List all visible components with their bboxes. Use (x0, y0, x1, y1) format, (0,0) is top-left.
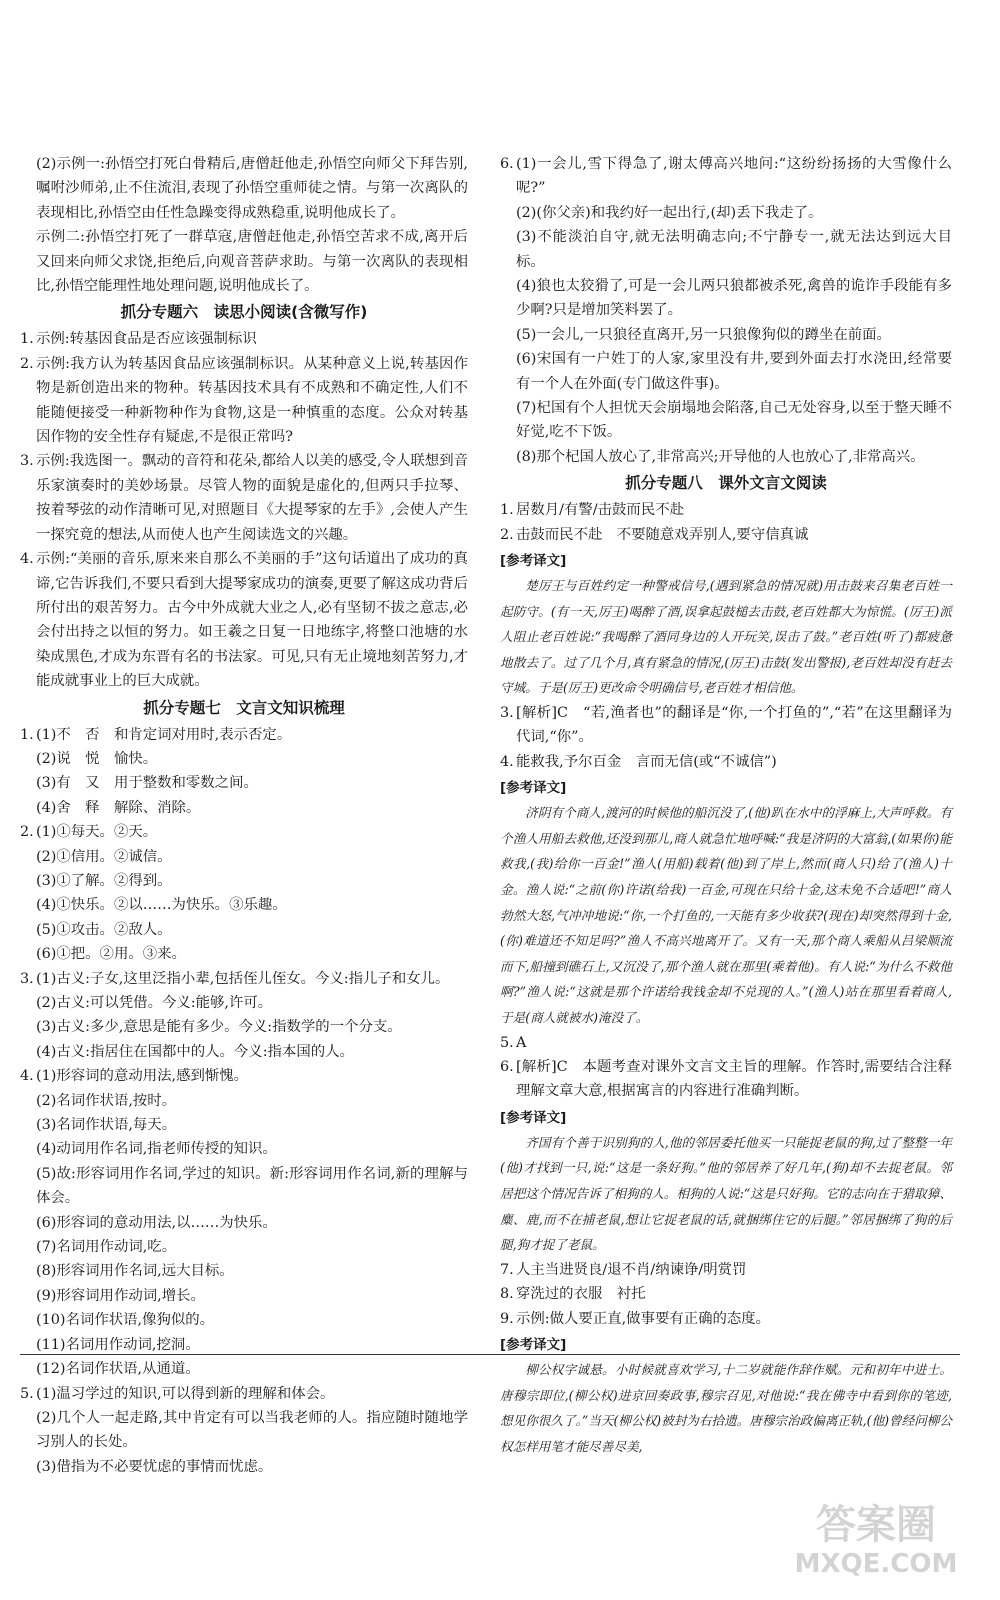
section-6-list (20, 327, 468, 693)
section-heading-6: 抓分专题六 读思小阅读(含微写作) (120, 303, 368, 322)
item-text: (1)形容词的意动用法,感到惭愧。 (36, 1068, 249, 1085)
item-text: (4)古义:指居住在国都中的人。今义:指本国的人。 (36, 1043, 354, 1060)
item-text: (6)①把。②用。③来。 (36, 946, 186, 963)
answer-item (20, 352, 468, 450)
item-number: 8. (500, 1286, 514, 1303)
item-number: 4. (20, 551, 34, 568)
answer-item (20, 1015, 468, 1039)
answer-item (500, 1307, 952, 1331)
answer-item (20, 1308, 468, 1332)
answer-item (20, 723, 468, 747)
item-number: 6. (500, 1059, 514, 1076)
item-text: 穿洗过的衣服 衬托 (516, 1286, 646, 1303)
item-text: 人主当进贤良/退不肖/纳谏诤/明赏罚 (516, 1261, 747, 1278)
answer-item (20, 1382, 468, 1406)
answer-item (500, 152, 952, 201)
reference-translation-4: 柳公权字诚悬。小时候就喜欢学习,十二岁就能作辞作赋。元和初年中进士。唐穆宗即位,(柳公权)进京回奏政事,穆宗召见,对他说:“我在佛寺中看到你的笔迹,想见你很久了。”当天(柳公权)被封为右拾遗。唐穆宗治政偏离正轨,(他)曾经问柳公权怎样用笔才能尽善尽美, (500, 1362, 952, 1454)
item-number: 1. (20, 331, 34, 348)
item-number: 2. (500, 526, 514, 543)
item-text: [解析]C 本题考查对课外文言文主旨的理解。作答时,需要结合注释理解文章大意,根据寓言的内容进行准确判断。 (516, 1059, 952, 1100)
item-text: (5)①攻击。②敌人。 (36, 921, 172, 938)
item-number: 4. (20, 1068, 34, 1085)
answer-item (20, 1113, 468, 1137)
answer-item (20, 1162, 468, 1211)
item-text: (1)古义:子女,这里泛指小辈,包括侄儿侄女。今义:指儿子和女儿。 (36, 970, 450, 987)
item-number: 1. (500, 502, 514, 519)
item-number: 6. (500, 156, 514, 172)
answer-item (20, 796, 468, 820)
reference-translation-3: 齐国有个善于识别狗的人,他的邻居委托他买一只能捉老鼠的狗,过了整整一年(他)才找到一只,说:“这是一条好狗。”他的邻居养了好几年,(狗)却不去捉老鼠。邻居把这个情况告诉了相狗的人。相狗的人说:“这是只好狗。它的志向在于猎取獐、麋、鹿,而不在捕老鼠,想让它捉老鼠的话,就捆绑住它的后腿。”邻居捆绑了狗的后腿,狗才捉了老鼠。 (500, 1134, 952, 1253)
item-number: 4. (500, 753, 514, 770)
section-7-continued-list (500, 152, 952, 469)
answer-item (20, 771, 468, 795)
item-text: 示例:做人要正直,做事要有正确的态度。 (516, 1310, 771, 1327)
item-number: 5. (20, 1385, 34, 1402)
item-text: (9)形容词用作动词,增长。 (36, 1287, 205, 1304)
item-text: (3)古义:多少,意思是能有多少。今义:指数学的一个分支。 (36, 1019, 402, 1036)
item-text: (2)(你父亲)和我约好一起出行,(却)丢下我走了。 (516, 204, 823, 221)
item-text: (8)那个杞国人放心了,非常高兴;开导他的人也放心了,非常高兴。 (516, 448, 925, 465)
answer-item (20, 1040, 468, 1064)
item-text: (2)说 悦 愉快。 (36, 750, 158, 767)
answer-item (500, 750, 952, 774)
item-text: 居数月/有警/击鼓而民不赴 (516, 502, 684, 519)
answer-item (500, 347, 952, 396)
item-number: 7. (500, 1261, 514, 1278)
left-column (20, 152, 468, 1479)
answer-item (20, 1455, 468, 1479)
item-text: (8)形容词用作名词,远大目标。 (36, 1263, 234, 1280)
answer-item (500, 1055, 952, 1104)
section-8-list-d (500, 1258, 952, 1331)
item-text: [解析]C “若,渔者也”的翻译是“你,一个打鱼的”,“若”在这里翻译为代词,“你”。 (516, 705, 952, 746)
item-number: 3. (20, 453, 34, 470)
item-text: (2)古义:可以凭借。今义:能够,许可。 (36, 995, 273, 1011)
item-text: 击鼓而民不赴 不要随意戏弄别人,要守信真诚 (516, 526, 809, 543)
answer-item (500, 323, 952, 347)
item-text: (1)一会儿,雪下得急了,谢太傅高兴地问:“这纷纷扬扬的大雪像什么呢?” (516, 156, 952, 197)
item-text: (11)名词用作动词,挖洞。 (36, 1336, 200, 1353)
answer-item (20, 1137, 468, 1161)
answer-item (20, 747, 468, 771)
item-text: (1)温习学过的知识,可以得到新的理解和体会。 (36, 1385, 335, 1402)
item-text: A (516, 1034, 527, 1051)
item-number: 5. (500, 1034, 514, 1051)
watermark-logo (776, 1492, 976, 1580)
item-text: (3)①了解。②得到。 (36, 872, 172, 889)
item-text: (2)名词作状语,按时。 (36, 1092, 177, 1109)
item-text: (6)宋国有一户姓丁的人家,家里没有井,要到外面去打水浇田,经常要有一个人在外面(专门做这件事)。 (516, 351, 952, 392)
answer-item (20, 820, 468, 844)
item-text: (12)名词作状语,从通道。 (36, 1361, 200, 1378)
answer-item (500, 1258, 952, 1282)
answer-item (500, 396, 952, 445)
watermark-top-text: 答案圈 (816, 1502, 936, 1548)
reference-translation-2: 济阴有个商人,渡河的时候他的船沉没了,(他)趴在水中的浮麻上,大声呼救。有个渔人用船去救他,还没到那儿,商人就急忙地呼喊:“我是济阴的大富翁,(如果你)能救我,(我)给你一百金!”渔人(用船)载着(他)到了岸上,然而(商人只)给了(渔人)十金。渔人说:“之前(你)许诺(给我)一百金,可现在只给十金,这未免不合适吧!”商人勃然大怒,气冲冲地说:“你,一个打鱼的,一天能有多少收获?(现在)却突然得到十金,(你)难道还不知足吗?”渔人不高兴地离开了。又有一天,那个商人乘船从吕梁顺流而下,船撞到礁石上,又沉没了,那个渔人就在那里(乘着他)。有人说:“为什么不救他啊?”渔人说:“这就是那个许诺给我钱金却不兑现的人。”(渔人)站在那里看着商人,于是(商人就被水)淹没了。 (500, 805, 952, 1026)
item-text: (1)①每天。②天。 (36, 824, 158, 841)
answer-item (20, 449, 468, 547)
item-text: (5)一会儿,一只狼径直离开,另一只狼像狗似的蹲坐在前面。 (516, 326, 891, 343)
item-number: 2. (20, 824, 34, 841)
answer-item (20, 942, 468, 966)
item-text: (6)形容词的意动用法,以……为快乐。 (36, 1214, 277, 1231)
item-text: (3)不能淡泊自守,就无法明确志向;不宁静专一,就无法达到远大目标。 (516, 229, 952, 270)
answer-item (20, 547, 468, 693)
item-text: (1)不 否 和肯定词对用时,表示否定。 (36, 726, 292, 743)
answer-item (500, 523, 952, 547)
item-text: 能救我,予尔百金 言而无信(或“不诚信”) (516, 753, 777, 770)
item-number: 3. (20, 970, 34, 987)
item-text: 示例:我选图一。飘动的音符和花朵,都给人以美的感受,令人联想到音乐家演奏时的美妙场景。尽管人物的面貌是虚化的,但两只手拉琴、按着琴弦的动作清晰可见,对照题目《大提琴家的左手》,会使人产生一探究竟的想法,从而使人也产生阅读选文的兴趣。 (36, 453, 468, 543)
item-text: (2)①信用。②诚信。 (36, 848, 172, 865)
item-text: 示例:转基因食品是否应该强制标识 (36, 331, 257, 348)
answer-paragraph: (2)示例一:孙悟空打死白骨精后,唐僧赶他走,孙悟空向师父下拜告别,嘱咐沙师弟,止不住流泪,表现了孙悟空重师徒之情。与第一次离队的表现相比,孙悟空由任性急躁变得成熟稳重,说明他成长了。 (36, 156, 468, 221)
item-text: (4)动词用作名词,指老师传授的知识。 (36, 1141, 277, 1158)
section-8-list-a (500, 498, 952, 547)
item-text: (10)名词作状语,像狗似的。 (36, 1312, 215, 1329)
answer-block-continued (20, 152, 468, 298)
item-text: (3)借指为不必要忧虑的事情而忧虑。 (36, 1458, 273, 1475)
answer-item (20, 1406, 468, 1455)
right-column (500, 152, 952, 1459)
answer-item (20, 869, 468, 893)
answer-item (20, 1284, 468, 1308)
watermark-bottom-text: MXQE.COM (794, 1549, 958, 1579)
item-text: (2)几个人一起走路,其中肯定有可以当我老师的人。指应随时随地学习别人的长处。 (36, 1409, 468, 1451)
answer-item (500, 701, 952, 750)
answer-item (20, 845, 468, 869)
answer-item (20, 991, 468, 1015)
answer-item (20, 1235, 468, 1259)
answer-item (20, 1064, 468, 1088)
item-text: (3)有 又 用于整数和零数之间。 (36, 775, 258, 792)
item-text: (5)故:形容词用作名词,学过的知识。新:形容词用作名词,新的理解与体会。 (36, 1165, 468, 1207)
answer-item (20, 918, 468, 942)
item-text: 示例:“美丽的音乐,原来来自那么不美丽的手”这句话道出了成功的真谛,它告诉我们,不要只看到大提琴家成功的演奏,更要了解这成功背后所付出的艰苦努力。古今中外成就大业之人,必有坚韧不拔之意志,必会付出持之以恒的努力。如王羲之日复一日地练字,将整口池塘的水染成黑色,才成为东晋有名的书法家。可见,只有无止境地刻苦努力,才能成就事业上的巨大成就。 (36, 551, 468, 690)
reference-translation-label: [参考译文] (500, 553, 567, 570)
reference-translation-label: [参考译文] (500, 780, 567, 797)
item-number: 1. (20, 726, 34, 743)
item-text: (7)名词用作动词,吃。 (36, 1239, 177, 1256)
answer-item (20, 327, 468, 351)
answer-item (20, 893, 468, 917)
item-text: 示例:我方认为转基因食品应该强制标识。从某种意义上说,转基因作物是新创造出来的物种。转基因技术具有不成熟和不确定性,人们不能随便接受一种新物种作为食物,这是一种慎重的态度。公众对转基因作物的安全性存有疑虑,不是很正常吗? (36, 355, 468, 446)
item-number: 2. (20, 355, 34, 372)
answer-item (20, 1211, 468, 1235)
answer-item (500, 498, 952, 522)
answer-paragraph: 示例二:孙悟空打死了一群草寇,唐僧赶他走,孙悟空苦求不成,离开后又回来向师父求饶,拒绝后,向观音菩萨求助。与第一次离队的表现相比,孙悟空能理性地处理问题,说明他成长了。 (36, 229, 468, 295)
reference-translation-label: [参考译文] (500, 1337, 567, 1354)
reference-translation-label: [参考译文] (500, 1109, 567, 1126)
item-text: (7)杞国有个人担忧天会崩塌地会陷落,自己无处容身,以至于整天睡不好觉,吃不下饭。 (516, 400, 952, 441)
section-heading-7: 抓分专题七 文言文知识梳理 (143, 698, 345, 717)
section-heading-8: 抓分专题八 课外文言文阅读 (625, 474, 827, 493)
answer-item (500, 1031, 952, 1055)
page-divider-line (20, 1354, 960, 1355)
section-8-list-c (500, 1031, 952, 1104)
answer-item (500, 274, 952, 323)
item-text: (4)狼也太狡猾了,可是一会儿两只狼都被杀死,禽兽的诡诈手段能有多少啊?只是增加笑料罢了。 (516, 278, 952, 319)
reference-translation-1: 楚厉王与百姓约定一种警戒信号,(遇到紧急的情况就)用击鼓来召集老百姓一起防守。(有一天,厉王)喝醉了酒,误拿起鼓槌去击鼓,老百姓都大为惊慌。(厉王)派人阻止老百姓说:“我喝醉了酒同身边的人开玩笑,误击了鼓。”老百姓(听了)都疲惫地散去了。过了几个月,真有紧急的情况,(厉王)击鼓(发出警报),老百姓却没有赶去守城。于是(厉王)更改命令明确信号,老百姓才相信他。 (500, 578, 952, 696)
answer-item (20, 1357, 468, 1381)
answer-item (20, 967, 468, 991)
answer-item (500, 225, 952, 274)
answer-item (20, 1089, 468, 1113)
item-number: 9. (500, 1310, 514, 1327)
item-text: (3)名词作状语,每天。 (36, 1117, 177, 1134)
answer-item (500, 1282, 952, 1306)
answer-item (20, 1259, 468, 1283)
answer-item (500, 445, 952, 469)
section-8-list-b (500, 701, 952, 774)
item-number: 3. (500, 705, 514, 722)
section-7-list (20, 723, 468, 1480)
item-text: (4)①快乐。②以……为快乐。③乐趣。 (36, 897, 287, 914)
answer-item (500, 201, 952, 225)
item-text: (4)舍 释 解除、消除。 (36, 799, 201, 816)
